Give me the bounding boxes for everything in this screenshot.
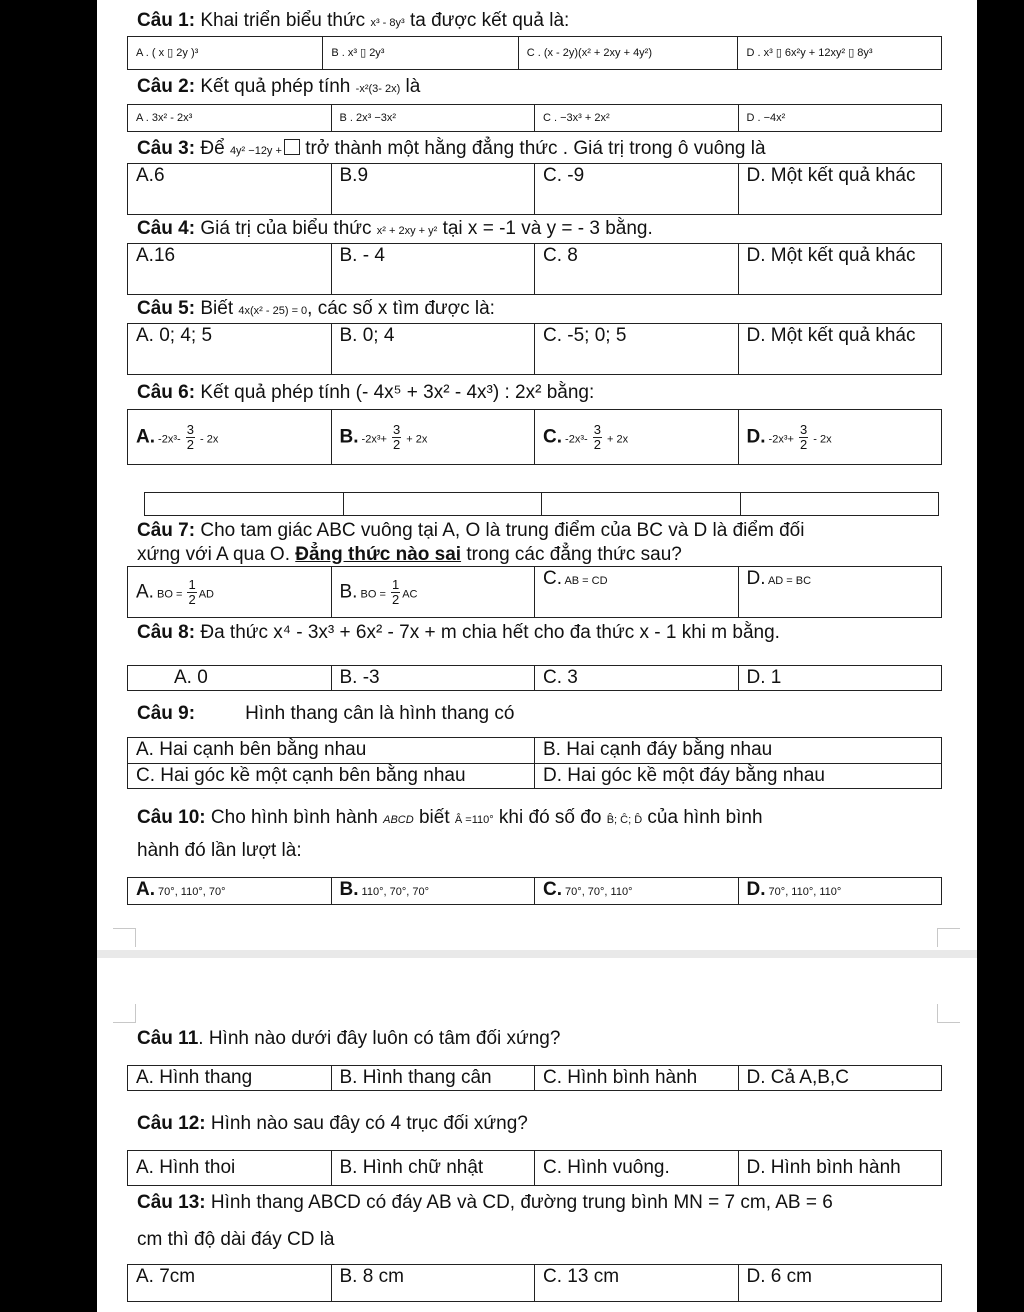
option-letter: C. xyxy=(543,568,562,589)
question-text: Giá trị của biểu thức xyxy=(195,218,377,239)
option-letter: A. xyxy=(136,426,155,448)
question-text: trở thành một hằng đẳng thức . Giá trị trong ô vuông là xyxy=(299,138,766,159)
question-7-line-2 xyxy=(137,544,682,566)
numerator: 3 xyxy=(392,421,401,437)
question-text: hành đó lần lượt là: xyxy=(137,840,302,861)
option-d[interactable]: D. 6 cm xyxy=(738,1265,942,1302)
question-label: Câu 6: xyxy=(137,382,196,403)
option-b[interactable] xyxy=(331,878,535,905)
page-corner-mark xyxy=(113,1004,136,1023)
empty-table xyxy=(144,492,939,516)
fraction xyxy=(187,578,196,607)
option-a[interactable]: A. 0; 4; 5 xyxy=(128,324,332,375)
question-label: Câu 4: xyxy=(137,218,196,239)
question-label: Câu 8: xyxy=(137,622,196,643)
answer-table-11 xyxy=(127,1065,942,1091)
math-expression: BO = xyxy=(153,588,186,601)
answer-table-3 xyxy=(127,163,942,215)
option-a[interactable]: A. Hình thoi xyxy=(128,1151,332,1186)
question-10-line-2 xyxy=(137,840,302,862)
question-5 xyxy=(137,298,495,322)
question-text: Biết xyxy=(195,298,239,319)
answer-table-5 xyxy=(127,323,942,375)
answer-table-7 xyxy=(127,566,942,618)
option-c[interactable] xyxy=(535,878,739,905)
numerator: 1 xyxy=(391,576,400,592)
question-text: trong các đẳng thức sau? xyxy=(461,544,682,565)
math-expression: 4y² −12y + xyxy=(229,145,282,157)
option-c[interactable]: C. Hai góc kề một cạnh bên bằng nhau xyxy=(128,763,535,789)
question-12 xyxy=(137,1113,528,1135)
page-corner-mark xyxy=(937,1004,960,1023)
option-c[interactable]: C. -5; 0; 5 xyxy=(535,324,739,375)
question-label: Câu 3: xyxy=(137,138,196,159)
option-d[interactable] xyxy=(738,410,942,465)
question-3 xyxy=(137,138,766,162)
question-7 xyxy=(137,520,804,542)
fraction xyxy=(392,423,401,452)
option-b[interactable]: B. Hình chữ nhật xyxy=(331,1151,535,1186)
option-a[interactable] xyxy=(128,410,332,465)
option-letter: A. xyxy=(136,581,154,603)
math-expression: - 2x xyxy=(196,433,219,446)
math-expression: 110°, 70°, 70° xyxy=(358,886,429,898)
option-c[interactable]: C. 8 xyxy=(535,244,739,295)
option-d[interactable]: D. Một kết quả khác xyxy=(738,164,942,215)
question-text: Để xyxy=(195,138,230,159)
option-letter: D. xyxy=(746,879,766,900)
question-label: Câu 2: xyxy=(137,76,196,97)
empty-cell xyxy=(740,493,939,516)
option-d[interactable]: D . x³ ▯ 6x²y + 12xy² ▯ 8y³ xyxy=(738,37,942,70)
empty-cell xyxy=(542,493,741,516)
question-text: tại x = -1 và y = - 3 bằng. xyxy=(437,218,653,239)
option-c[interactable] xyxy=(535,410,739,465)
option-a[interactable] xyxy=(128,567,332,618)
option-d[interactable] xyxy=(738,567,942,618)
question-text: Khai triển biểu thức xyxy=(195,10,371,31)
answer-table-9 xyxy=(127,737,942,789)
math-expression: BO = xyxy=(357,588,389,601)
option-a[interactable]: A. 0 xyxy=(128,666,332,691)
option-a[interactable]: A . 3x² - 2x³ xyxy=(128,105,332,132)
answer-table-10 xyxy=(127,877,942,905)
option-a[interactable]: A.6 xyxy=(128,164,332,215)
question-text: cm thì độ dài đáy CD là xyxy=(137,1229,335,1250)
option-c[interactable]: C. Hình vuông. xyxy=(535,1151,739,1186)
math-expression: x² + 2xy + y² xyxy=(376,225,438,237)
option-a[interactable] xyxy=(128,878,332,905)
page-corner-mark xyxy=(937,928,960,947)
option-letter: D. xyxy=(746,426,766,448)
math-expression: 70°, 70°, 110° xyxy=(562,886,633,898)
math-expression: AD xyxy=(198,588,214,601)
denominator: 2 xyxy=(391,591,400,607)
math-expression: -2x³+ xyxy=(358,433,390,446)
question-label: Câu 9: xyxy=(137,703,196,724)
question-label: Câu 10: xyxy=(137,807,206,828)
math-expression: -2x³- xyxy=(562,433,591,446)
option-d[interactable]: D . −4x² xyxy=(738,105,942,132)
option-b[interactable]: B. -3 xyxy=(331,666,535,691)
fraction xyxy=(593,423,602,452)
numerator: 3 xyxy=(799,421,808,437)
option-b[interactable]: B. Hai cạnh đáy bằng nhau xyxy=(535,738,942,764)
question-6 xyxy=(137,382,594,404)
math-expression: 4x(x² - 25) = 0 xyxy=(238,305,308,317)
question-label: Câu 1: xyxy=(137,10,196,31)
math-expression: 70°, 110°, 110° xyxy=(765,886,842,898)
question-text: Hình nào sau đây có 4 trục đối xứng? xyxy=(205,1113,528,1134)
numerator: 1 xyxy=(188,576,196,592)
option-a[interactable]: A.16 xyxy=(128,244,332,295)
option-c[interactable] xyxy=(535,567,739,618)
option-d[interactable]: D. 1 xyxy=(738,666,942,691)
math-expression: - 2x xyxy=(810,433,832,446)
option-c[interactable]: C . −3x³ + 2x² xyxy=(535,105,739,132)
option-d[interactable]: D. Hai góc kề một đáy bằng nhau xyxy=(535,763,942,789)
math-expression: x⁴ - 3x³ + 6x² - 7x + m xyxy=(273,622,457,643)
question-1 xyxy=(137,10,569,34)
answer-table-8 xyxy=(127,665,942,691)
option-d[interactable] xyxy=(738,878,942,905)
option-b[interactable]: B. Hình thang cân xyxy=(331,1066,535,1091)
math-expression: Â =110° xyxy=(454,814,494,826)
option-a[interactable]: A. 7cm xyxy=(128,1265,332,1302)
math-expression: AD = BC xyxy=(765,575,812,587)
question-text: ta được kết quả là: xyxy=(404,10,570,31)
option-letter: B. xyxy=(339,426,359,448)
shape-name: ABCD xyxy=(383,814,414,826)
option-c[interactable]: C . (x - 2y)(x² + 2xy + 4y²) xyxy=(518,37,738,70)
option-letter: D. xyxy=(746,568,766,589)
question-label: Câu 12: xyxy=(137,1113,206,1134)
answer-table-2 xyxy=(127,104,942,132)
math-expression: AB = CD xyxy=(562,575,608,587)
question-label: Câu 13: xyxy=(137,1192,206,1213)
option-a[interactable]: A. Hai cạnh bên bằng nhau xyxy=(128,738,535,764)
question-text: Cho tam giác ABC vuông tại A, O là trung điểm của BC và D là điểm đối xyxy=(195,520,805,541)
question-text: là xyxy=(400,76,421,97)
option-letter: B. xyxy=(339,581,358,603)
question-13 xyxy=(137,1192,833,1214)
question-8 xyxy=(137,622,780,644)
option-c[interactable]: C. 3 xyxy=(535,666,739,691)
answer-table-1 xyxy=(127,36,942,70)
question-text: Đa thức xyxy=(195,622,274,643)
option-a[interactable]: A. Hình thang xyxy=(128,1066,332,1091)
math-expression: x³ - 8y³ xyxy=(370,17,405,29)
math-expression: + 2x xyxy=(403,433,428,446)
option-b[interactable]: B . x³ ▯ 2y³ xyxy=(323,37,518,70)
math-expression: AC xyxy=(402,588,418,601)
answer-table-13 xyxy=(127,1264,942,1302)
option-b[interactable]: B. 0; 4 xyxy=(331,324,535,375)
denominator: 2 xyxy=(392,436,401,452)
question-4 xyxy=(137,218,653,242)
option-b[interactable]: B. 8 cm xyxy=(331,1265,535,1302)
denominator: 2 xyxy=(593,436,601,452)
question-text: của hình bình xyxy=(642,807,763,828)
option-letter: C. xyxy=(543,426,562,448)
blank-box xyxy=(284,139,300,155)
document-page xyxy=(97,0,977,1312)
question-text: xứng với A qua O. xyxy=(137,544,296,565)
option-d[interactable]: D. Hình bình hành xyxy=(738,1151,942,1186)
option-letter: B. xyxy=(339,879,359,900)
question-text: , các số x tìm được là: xyxy=(307,298,495,319)
question-text: Hình thang cân là hình thang có xyxy=(245,703,515,724)
question-label: Câu 5: xyxy=(137,298,196,319)
page-break xyxy=(97,950,977,958)
option-b[interactable] xyxy=(331,567,535,618)
option-letter: C. xyxy=(543,879,562,900)
question-text: Kết quả phép tính xyxy=(195,76,356,97)
question-text: khi đó số đo xyxy=(493,807,607,828)
math-expression: -2x³+ xyxy=(765,433,797,446)
question-text: Hình thang ABCD có đáy AB và CD, đường trung bình MN = 7 cm, AB = 6 xyxy=(205,1192,833,1213)
option-b[interactable]: B.9 xyxy=(331,164,535,215)
math-expression: 70°, 110°, 70° xyxy=(155,886,226,898)
option-b[interactable]: B . 2x³ −3x² xyxy=(331,105,535,132)
math-expression: B̂; Ĉ; D̂ xyxy=(606,814,643,826)
fraction xyxy=(391,578,400,607)
option-c[interactable]: C. -9 xyxy=(535,164,739,215)
answer-table-6 xyxy=(127,409,942,465)
question-9 xyxy=(137,703,514,725)
math-expression: -x²(3- 2x) xyxy=(355,83,401,95)
answer-table-12 xyxy=(127,1150,942,1186)
option-letter: A. xyxy=(136,879,155,900)
question-text: biết xyxy=(413,807,455,828)
question-10 xyxy=(137,807,763,831)
question-label: Câu 11 xyxy=(137,1028,199,1049)
emphasis-text: Đẳng thức nào sai xyxy=(295,544,462,565)
math-expression: -2x³- xyxy=(155,433,184,446)
empty-cell xyxy=(145,493,344,516)
option-a[interactable]: A . ( x ▯ 2y )³ xyxy=(128,37,323,70)
question-text: chia hết cho đa thức x - 1 khi m bằng. xyxy=(456,622,780,643)
numerator: 3 xyxy=(186,421,194,437)
question-label: Câu 7: xyxy=(137,520,196,541)
denominator: 2 xyxy=(186,436,194,452)
empty-cell xyxy=(343,493,542,516)
option-d[interactable]: D. Cả A,B,C xyxy=(738,1066,942,1091)
question-11 xyxy=(137,1028,560,1050)
option-d[interactable]: D. Một kết quả khác xyxy=(738,244,942,295)
option-b[interactable] xyxy=(331,410,535,465)
fraction xyxy=(799,423,808,452)
question-text: Kết quả phép tính (- 4x⁵ + 3x² - 4x³) : 2x² bằng: xyxy=(195,382,595,403)
option-c[interactable]: C. 13 cm xyxy=(535,1265,739,1302)
question-2 xyxy=(137,76,420,100)
denominator: 2 xyxy=(188,591,196,607)
denominator: 2 xyxy=(799,436,808,452)
question-text: Cho hình bình hành xyxy=(205,807,384,828)
option-b[interactable]: B. - 4 xyxy=(331,244,535,295)
question-text: . Hình nào dưới đây luôn có tâm đối xứng? xyxy=(198,1028,561,1049)
option-c[interactable]: C. Hình bình hành xyxy=(535,1066,739,1091)
math-expression: + 2x xyxy=(603,433,629,446)
option-d[interactable]: D. Một kết quả khác xyxy=(738,324,942,375)
answer-table-4 xyxy=(127,243,942,295)
page-corner-mark xyxy=(113,928,136,947)
fraction xyxy=(186,423,195,452)
numerator: 3 xyxy=(593,421,601,437)
question-13-line-2 xyxy=(137,1229,334,1251)
